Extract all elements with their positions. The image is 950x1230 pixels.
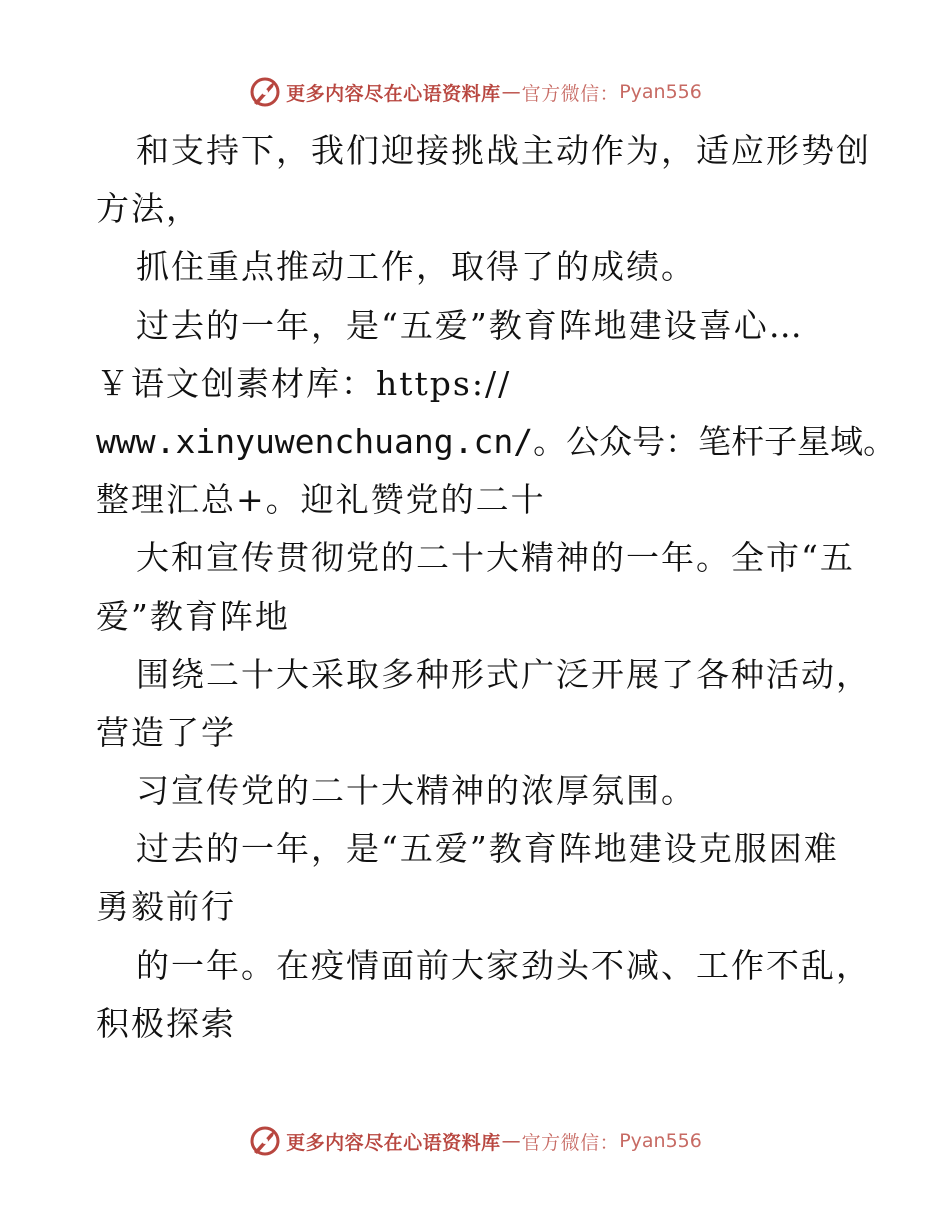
body-line: 勇毅前行 (96, 887, 236, 927)
body-line: 的一年。在疫情面前大家劲头不减、工作不乱， (136, 945, 871, 985)
body-line-url: www.xinyuwenchuang.cn/。公众号：笔杆子星域。 (96, 421, 897, 461)
header-wechat-id: Pyan556 (619, 81, 702, 103)
body-line: 大和宣传贯彻党的二十大精神的一年。全市“五 (136, 538, 855, 578)
header-dash: — (501, 81, 521, 103)
footer-dash: — (501, 1130, 521, 1152)
body-line: ￥语文创素材库：https:// (96, 363, 512, 403)
body-line: 营造了学 (96, 712, 236, 752)
body-line: 整理汇总+。迎礼赞党的二十 (96, 480, 546, 520)
body-line: 抓住重点推动工作，取得了的成绩。 (136, 247, 696, 287)
footer-wechat-label: 官方微信： (521, 1131, 620, 1154)
footer-banner (0, 1121, 950, 1161)
body-line: 过去的一年，是“五爱”教育阵地建设克服困难 (136, 829, 839, 869)
body-line: 过去的一年，是“五爱”教育阵地建设喜心… (136, 305, 804, 345)
pen-nib-logo-icon (248, 75, 282, 109)
body-line: 和支持下，我们迎接挑战主动作为，适应形势创 (136, 131, 871, 170)
header-banner (0, 72, 950, 112)
body-line: 方法， (96, 189, 201, 229)
footer-wechat-id: Pyan556 (619, 1130, 702, 1152)
header-brand-text: 更多内容尽在心语资料库 (286, 82, 501, 105)
header-wechat-label: 官方微信： (521, 82, 620, 105)
body-line: 习宣传党的二十大精神的浓厚氛围。 (136, 771, 696, 811)
document-body (96, 122, 897, 1053)
body-line: 爱”教育阵地 (96, 596, 290, 636)
body-line: 积极探索 (96, 1003, 236, 1043)
pen-nib-logo-icon (248, 1124, 282, 1158)
footer-brand-text: 更多内容尽在心语资料库 (286, 1131, 501, 1154)
body-line: 围绕二十大采取多种形式广泛开展了各种活动， (136, 654, 871, 694)
